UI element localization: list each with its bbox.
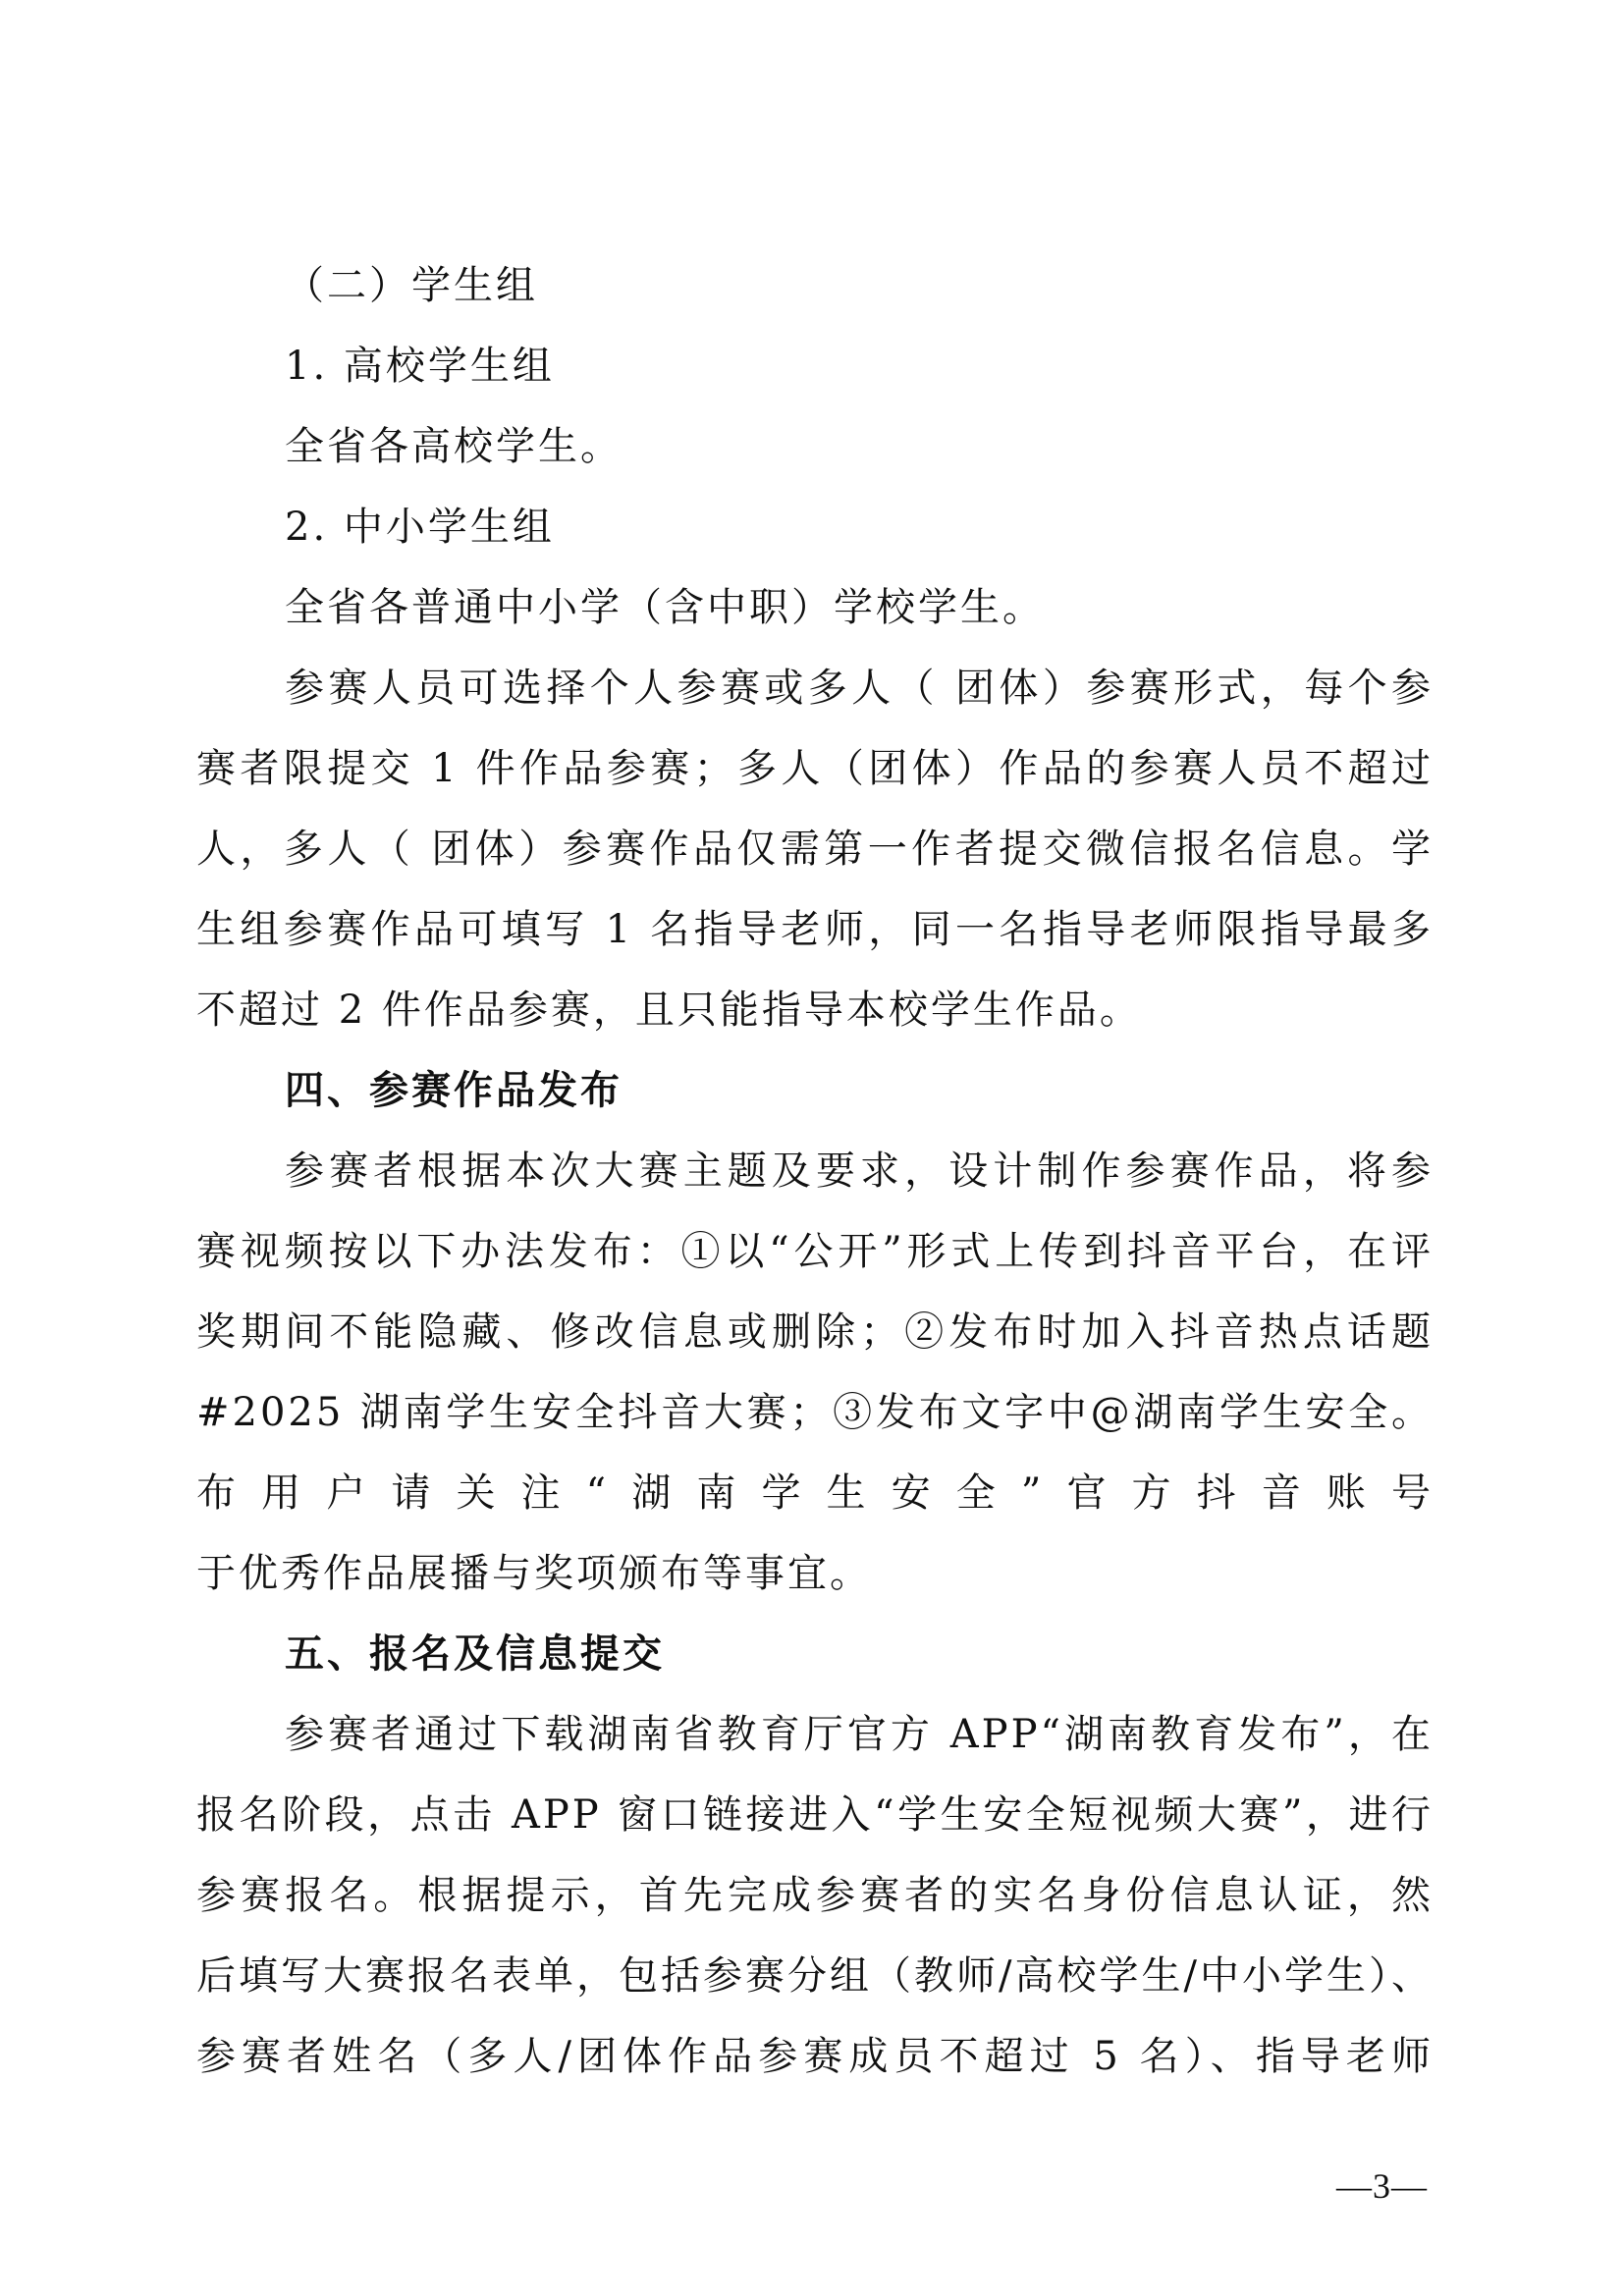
item-desc-primary-secondary-students: 全省各普通中小学（含中职）学校学生。 bbox=[285, 585, 1045, 630]
page-number: —3— bbox=[1336, 2166, 1428, 2206]
registration-paragraph-line: 参赛报名。根据提示，首先完成参赛者的实名身份信息认证，然 bbox=[196, 1873, 1434, 1918]
item-title-university-students: 1. 高校学生组 bbox=[285, 344, 555, 389]
participation-paragraph-line: 人，多人（ 团体）参赛作品仅需第一作者提交微信报名信息。学 bbox=[196, 827, 1434, 872]
publish-paragraph-line: 参赛者根据本次大赛主题及要求，设计制作参赛作品，将参 bbox=[285, 1148, 1434, 1194]
participation-paragraph-line: 赛者限提交 1 件作品参赛；多人（团体）作品的参赛人员不超过 bbox=[196, 746, 1434, 791]
publish-paragraph-line: #2025 湖南学生安全抖音大赛；③发布文字中@湖南学生安全。 bbox=[196, 1390, 1434, 1435]
publish-paragraph-line: 布用户请关注“湖南学生安全”官方抖音账号 bbox=[196, 1470, 1434, 1516]
participation-paragraph-line: 不超过 2 件作品参赛，且只能指导本校学生作品。 bbox=[196, 988, 1142, 1033]
registration-paragraph-line: 后填写大赛报名表单，包括参赛分组（教师/高校学生/中小学生）、 bbox=[196, 1953, 1434, 1999]
registration-paragraph-line: 参赛者姓名（多人/团体作品参赛成员不超过 5 名）、指导老师 bbox=[196, 2034, 1434, 2079]
participation-paragraph-line: 生组参赛作品可填写 1 名指导老师，同一名指导老师限指导最多 bbox=[196, 907, 1434, 952]
publish-paragraph-line: 于优秀作品展播与奖项颁布等事宜。 bbox=[196, 1551, 872, 1596]
publish-paragraph-line: 赛视频按以下办法发布：①以“公开”形式上传到抖音平台，在评 bbox=[196, 1229, 1434, 1274]
registration-paragraph-line: 参赛者通过下载湖南省教育厅官方 APP“湖南教育发布”，在 bbox=[285, 1712, 1434, 1757]
item-desc-university-students: 全省各高校学生。 bbox=[285, 424, 623, 469]
registration-paragraph-line: 报名阶段，点击 APP 窗口链接进入“学生安全短视频大赛”，进行 bbox=[196, 1792, 1434, 1838]
section-heading-student-group: （二）学生组 bbox=[285, 263, 538, 308]
section-heading-publish: 四、参赛作品发布 bbox=[285, 1067, 623, 1113]
publish-paragraph-line: 奖期间不能隐藏、修改信息或删除；②发布时加入抖音热点话题 bbox=[196, 1309, 1434, 1355]
participation-paragraph-line: 参赛人员可选择个人参赛或多人（ 团体）参赛形式，每个参 bbox=[285, 666, 1434, 711]
page-content bbox=[196, 245, 1434, 2097]
item-title-primary-secondary-students: 2. 中小学生组 bbox=[285, 505, 555, 550]
section-heading-registration: 五、报名及信息提交 bbox=[285, 1630, 665, 1677]
